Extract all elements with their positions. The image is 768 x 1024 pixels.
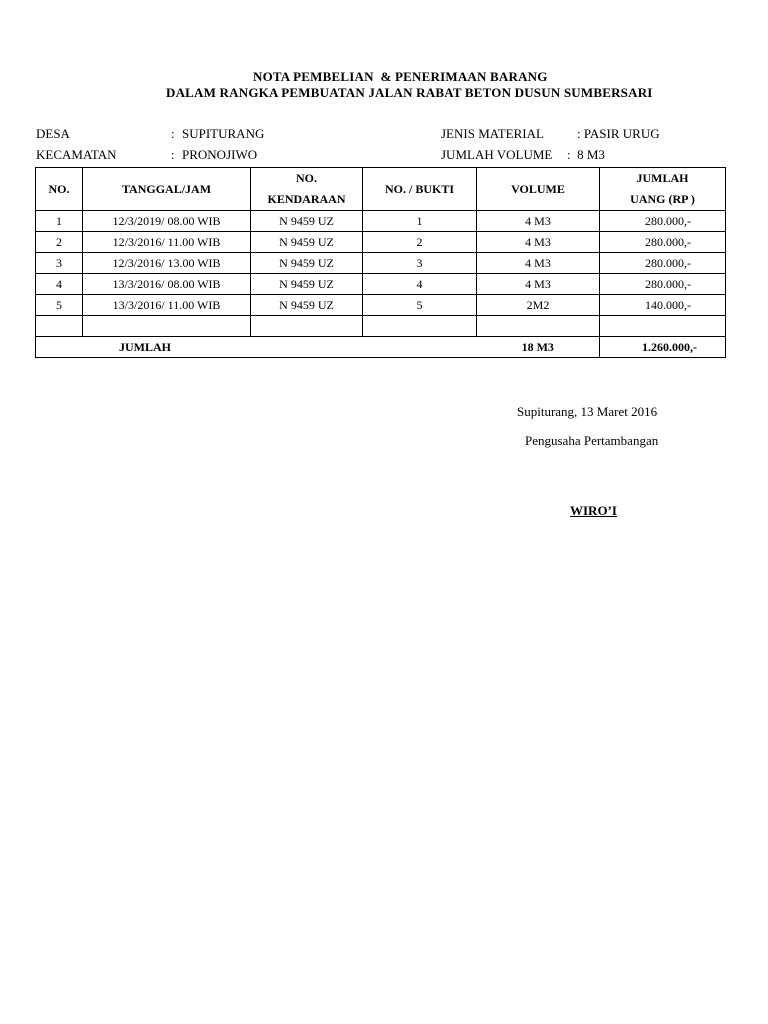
cell-empty xyxy=(83,316,251,337)
table-row xyxy=(36,253,726,274)
cell-bukti: 5 xyxy=(363,295,477,316)
kecamatan-separator: : xyxy=(171,147,175,162)
cell-no: 2 xyxy=(36,232,83,253)
kecamatan-label: KECAMATAN xyxy=(36,147,117,162)
cell-empty xyxy=(600,316,726,337)
cell-no: 3 xyxy=(36,253,83,274)
cell-tanggal: 12/3/2019/ 08.00 WIB xyxy=(83,211,251,232)
total-volume: 18 M3 xyxy=(477,337,600,358)
header-no-kendaraan-line2: KENDARAAN xyxy=(267,192,346,206)
cell-no: 1 xyxy=(36,211,83,232)
desa-separator: : xyxy=(171,126,175,141)
header-no-kendaraan-line1: NO. xyxy=(296,171,317,185)
cell-bukti: 1 xyxy=(363,211,477,232)
table-row xyxy=(36,295,726,316)
table-row xyxy=(36,232,726,253)
cell-empty xyxy=(251,316,363,337)
signature-name: WIRO’I xyxy=(570,503,617,518)
cell-tanggal: 13/3/2016/ 08.00 WIB xyxy=(83,274,251,295)
jumlah-volume-label: JUMLAH VOLUME xyxy=(441,147,553,162)
table-header-row xyxy=(36,168,726,211)
cell-tanggal: 12/3/2016/ 11.00 WIB xyxy=(83,232,251,253)
cell-empty xyxy=(363,316,477,337)
cell-uang: 280.000,- xyxy=(600,253,726,274)
cell-empty xyxy=(36,316,83,337)
document-title-line1: NOTA PEMBELIAN & PENERIMAAN BARANG xyxy=(253,69,548,84)
header-no-bukti: NO. / BUKTI xyxy=(363,168,477,211)
table-row xyxy=(36,211,726,232)
cell-no: 5 xyxy=(36,295,83,316)
cell-kendaraan: N 9459 UZ xyxy=(251,274,363,295)
header-no: NO. xyxy=(36,168,83,211)
cell-volume: 2M2 xyxy=(477,295,600,316)
desa-value: SUPITURANG xyxy=(182,126,265,141)
header-jumlah-uang-line2: UANG (RP ) xyxy=(630,192,695,206)
desa-label: DESA xyxy=(36,126,70,141)
cell-empty xyxy=(477,316,600,337)
signature-role: Pengusaha Pertambangan xyxy=(525,433,659,448)
cell-bukti: 4 xyxy=(363,274,477,295)
cell-volume: 4 M3 xyxy=(477,211,600,232)
jumlah-volume-value: : 8 M3 xyxy=(567,147,605,162)
cell-bukti: 2 xyxy=(363,232,477,253)
cell-bukti: 3 xyxy=(363,253,477,274)
cell-volume: 4 M3 xyxy=(477,274,600,295)
total-label: JUMLAH xyxy=(36,337,477,358)
cell-uang: 280.000,- xyxy=(600,232,726,253)
purchase-table xyxy=(35,167,726,358)
cell-uang: 280.000,- xyxy=(600,211,726,232)
cell-no: 4 xyxy=(36,274,83,295)
cell-tanggal: 13/3/2016/ 11.00 WIB xyxy=(83,295,251,316)
header-no-kendaraan xyxy=(251,168,363,211)
header-tanggal-jam: TANGGAL/JAM xyxy=(83,168,251,211)
header-jumlah-uang-line1: JUMLAH xyxy=(636,171,689,185)
cell-kendaraan: N 9459 UZ xyxy=(251,253,363,274)
cell-kendaraan: N 9459 UZ xyxy=(251,232,363,253)
table-row xyxy=(36,274,726,295)
cell-tanggal: 12/3/2016/ 13.00 WIB xyxy=(83,253,251,274)
cell-kendaraan: N 9459 UZ xyxy=(251,211,363,232)
cell-uang: 140.000,- xyxy=(600,295,726,316)
total-row xyxy=(36,337,726,358)
header-jumlah-uang xyxy=(600,168,726,211)
cell-uang: 280.000,- xyxy=(600,274,726,295)
header-volume: VOLUME xyxy=(477,168,600,211)
total-uang: 1.260.000,- xyxy=(600,337,726,358)
jenis-material-value: : PASIR URUG xyxy=(577,126,660,141)
cell-volume: 4 M3 xyxy=(477,232,600,253)
cell-volume: 4 M3 xyxy=(477,253,600,274)
kecamatan-value: PRONOJIWO xyxy=(182,147,258,162)
signature-place-date: Supiturang, 13 Maret 2016 xyxy=(517,404,658,419)
cell-kendaraan: N 9459 UZ xyxy=(251,295,363,316)
jenis-material-label: JENIS MATERIAL xyxy=(441,126,544,141)
document-title-line2: DALAM RANGKA PEMBUATAN JALAN RABAT BETON DUSUN SUMBERSARI xyxy=(166,85,653,100)
table-row-empty xyxy=(36,316,726,337)
